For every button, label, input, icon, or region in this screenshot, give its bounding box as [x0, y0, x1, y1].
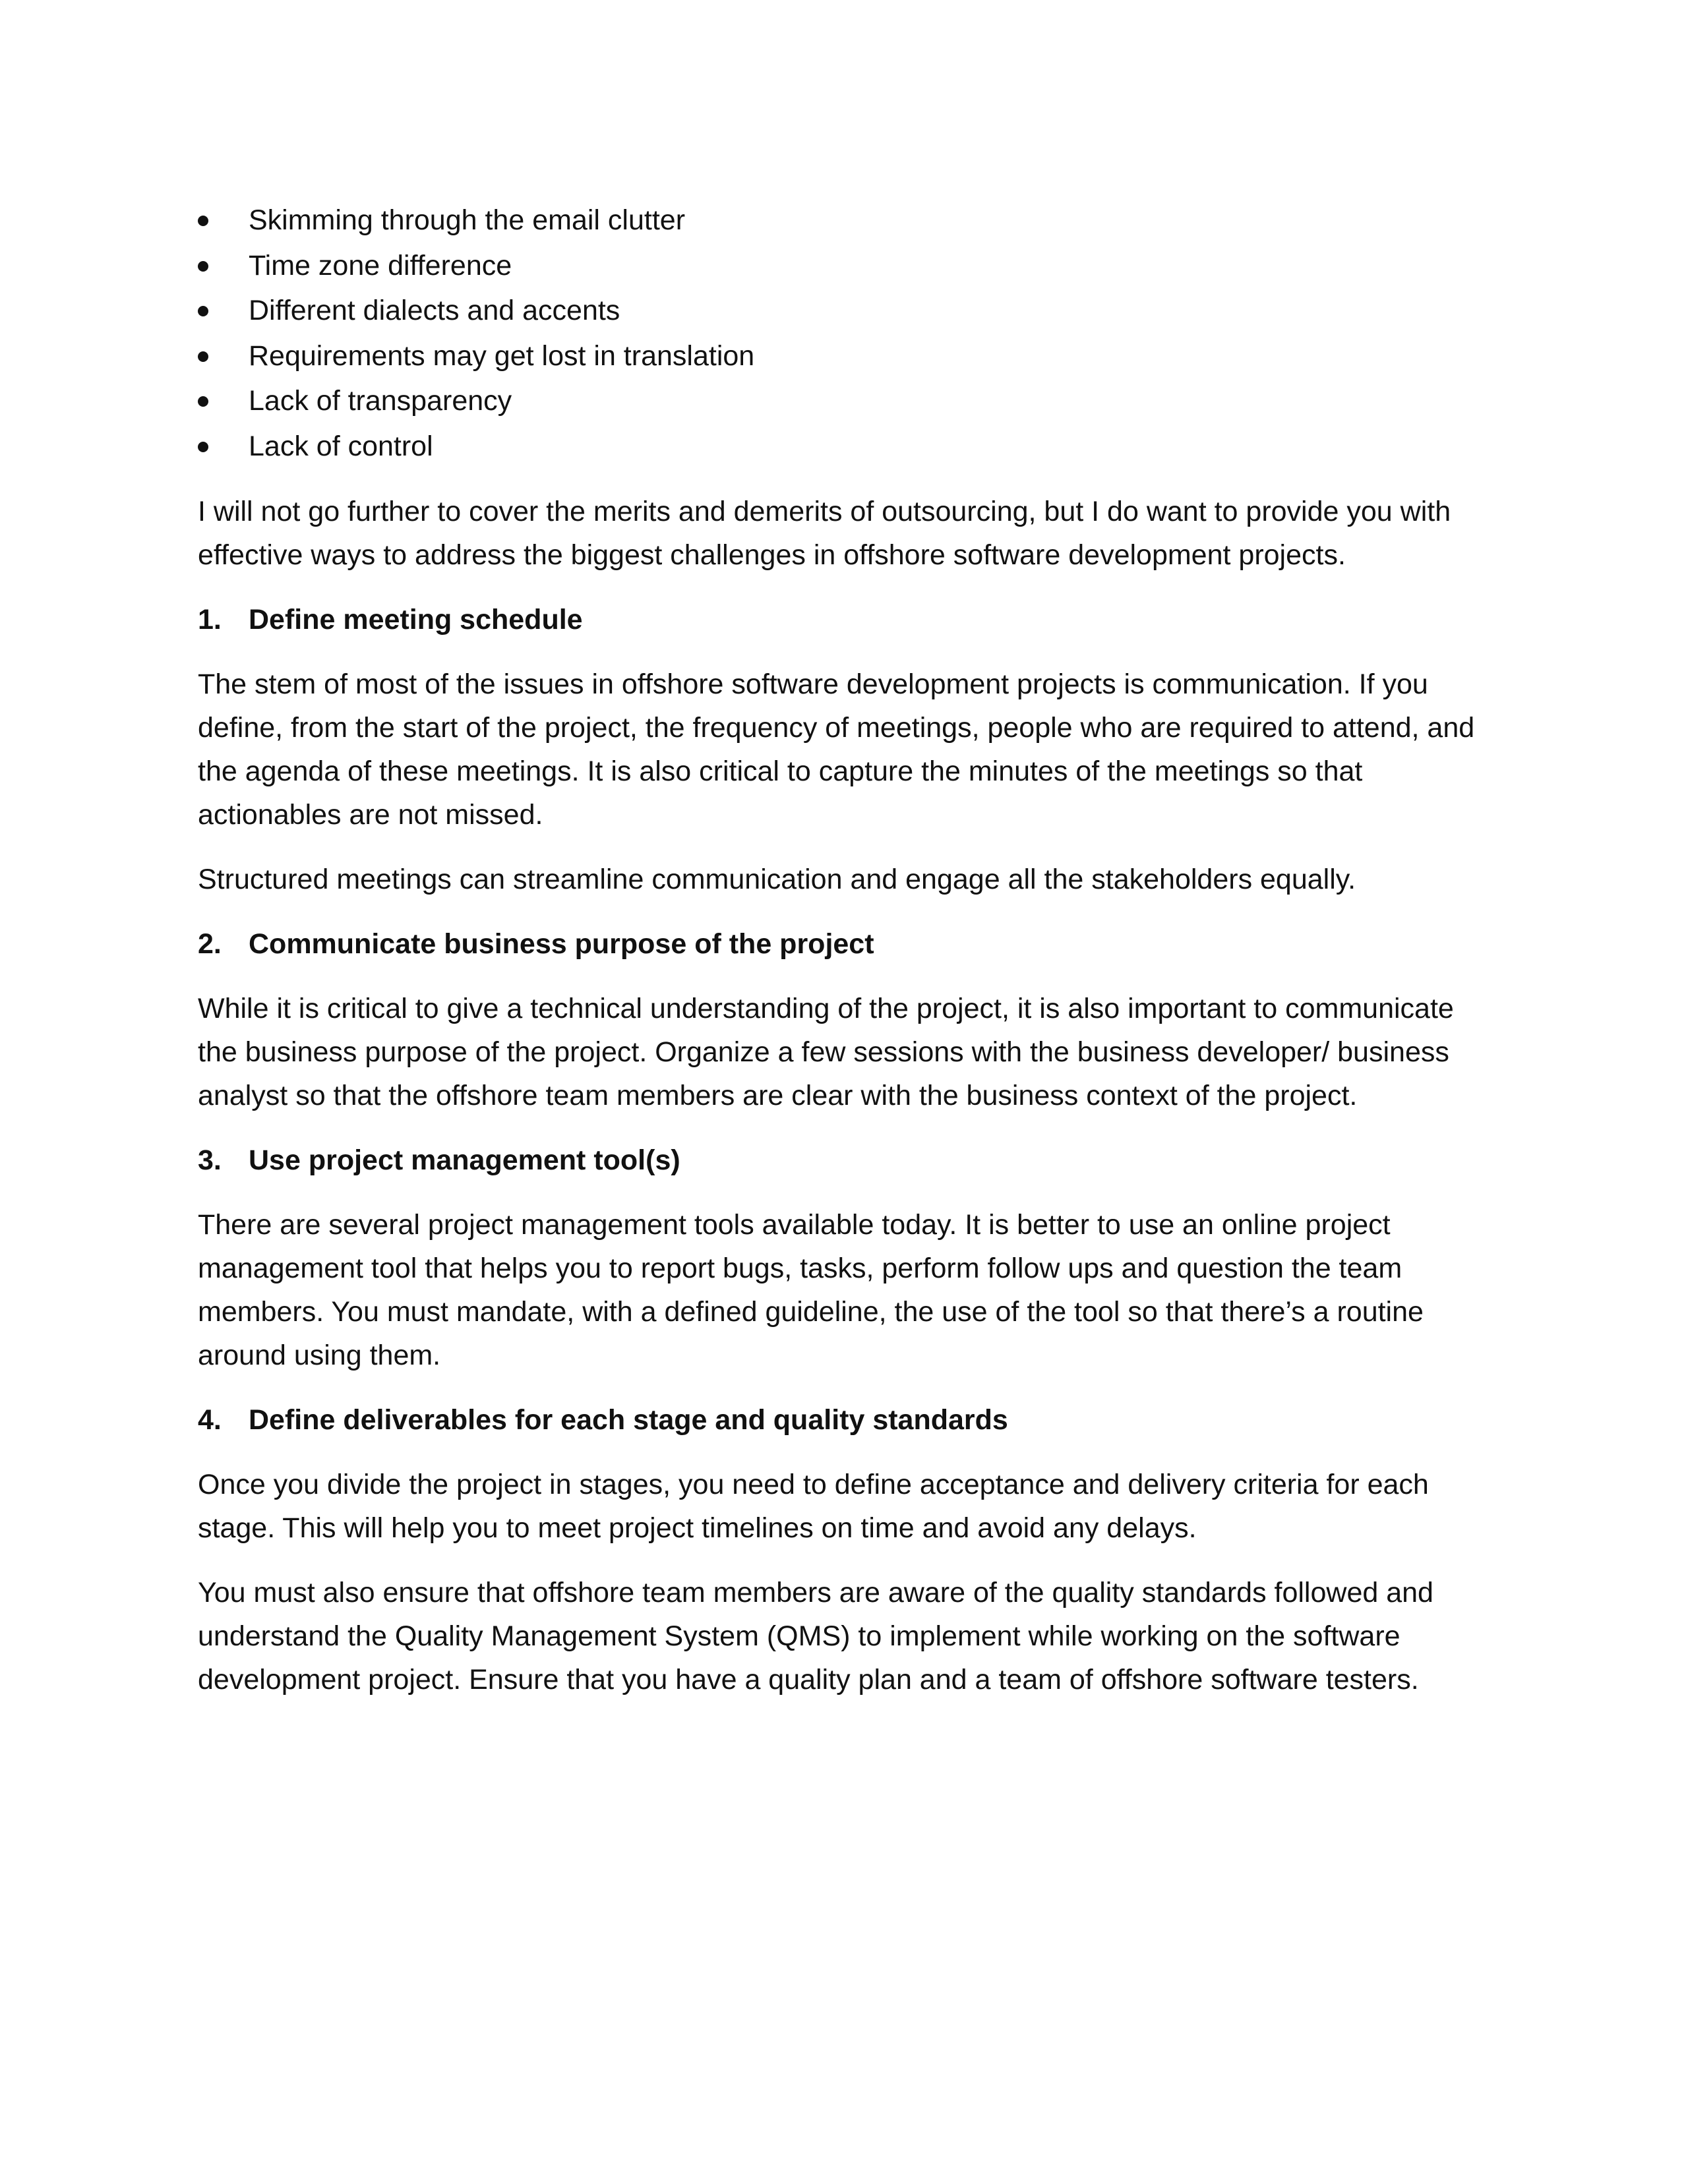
bullet-icon [198, 396, 208, 407]
body-paragraph: The stem of most of the issues in offshore software development projects is communication. If you define, from the start of the project, the frequency of meetings, people who are required to attend, and the agenda of these meetings. It is also critical to capture the minutes of the meetings so that actionables are not missed. [198, 668, 1475, 831]
body-paragraph: You must also ensure that offshore team members are aware of the quality standards followed and understand the Quality Management System (QMS) to implement while working on the software development project. Ensure that you have a quality plan and a team of offshore software testers. [198, 1577, 1433, 1696]
list-item-text: Lack of transparency [249, 385, 512, 417]
intro-paragraph: I will not go further to cover the merits and demerits of outsourcing, but I do want to provide you with effective ways to address the biggest challenges in offshore software development projects. [198, 496, 1451, 571]
section-number: 1. [198, 604, 222, 635]
bullet-icon [198, 306, 208, 316]
list-item [198, 424, 1490, 469]
list-item-text: Time zone difference [249, 249, 512, 281]
body-paragraph: Structured meetings can streamline communication and engage all the stakeholders equally. [198, 864, 1356, 895]
list-item-text: Requirements may get lost in translation [249, 339, 755, 372]
list-item [198, 378, 1490, 424]
section-number: 2. [198, 928, 222, 960]
section-heading-project-management-tools [198, 1138, 1490, 1182]
section-heading-business-purpose [198, 922, 1490, 966]
list-item [198, 334, 1490, 379]
section-heading-meeting-schedule [198, 598, 1490, 641]
bullet-icon [198, 351, 208, 362]
list-item-text: Different dialects and accents [249, 295, 620, 326]
body-paragraph: While it is critical to give a technical understanding of the project, it is also important to communicate the business purpose of the project. Organize a few sessions with the business developer/ business analyst so that the offshore team members are clear with the business context of the project. [198, 993, 1454, 1111]
list-item [198, 288, 1490, 334]
challenge-list [198, 198, 1490, 469]
section-heading-deliverables-quality [198, 1398, 1490, 1442]
body-paragraph: There are several project management tools available today. It is better to use an online project management tool that helps you to report bugs, tasks, perform follow ups and question the team members. You must mandate, with a defined guideline, the use of the tool so that there’s a routine around using them. [198, 1209, 1424, 1371]
section-title: Define meeting schedule [249, 604, 583, 635]
section-number: 4. [198, 1404, 222, 1436]
bullet-icon [198, 261, 208, 272]
bullet-icon [198, 442, 208, 452]
document-page [198, 198, 1490, 1723]
list-item-text: Lack of control [249, 430, 433, 462]
section-number: 3. [198, 1144, 222, 1176]
body-paragraph: Once you divide the project in stages, you need to define acceptance and delivery criteria for each stage. This will help you to meet project timelines on time and avoid any delays. [198, 1469, 1429, 1544]
list-item [198, 243, 1490, 289]
bullet-icon [198, 216, 208, 226]
list-item-text: Skimming through the email clutter [249, 204, 686, 236]
section-title: Communicate business purpose of the project [249, 928, 874, 960]
section-title: Use project management tool(s) [249, 1144, 680, 1176]
list-item [198, 198, 1490, 243]
section-title: Define deliverables for each stage and quality standards [249, 1404, 1008, 1436]
